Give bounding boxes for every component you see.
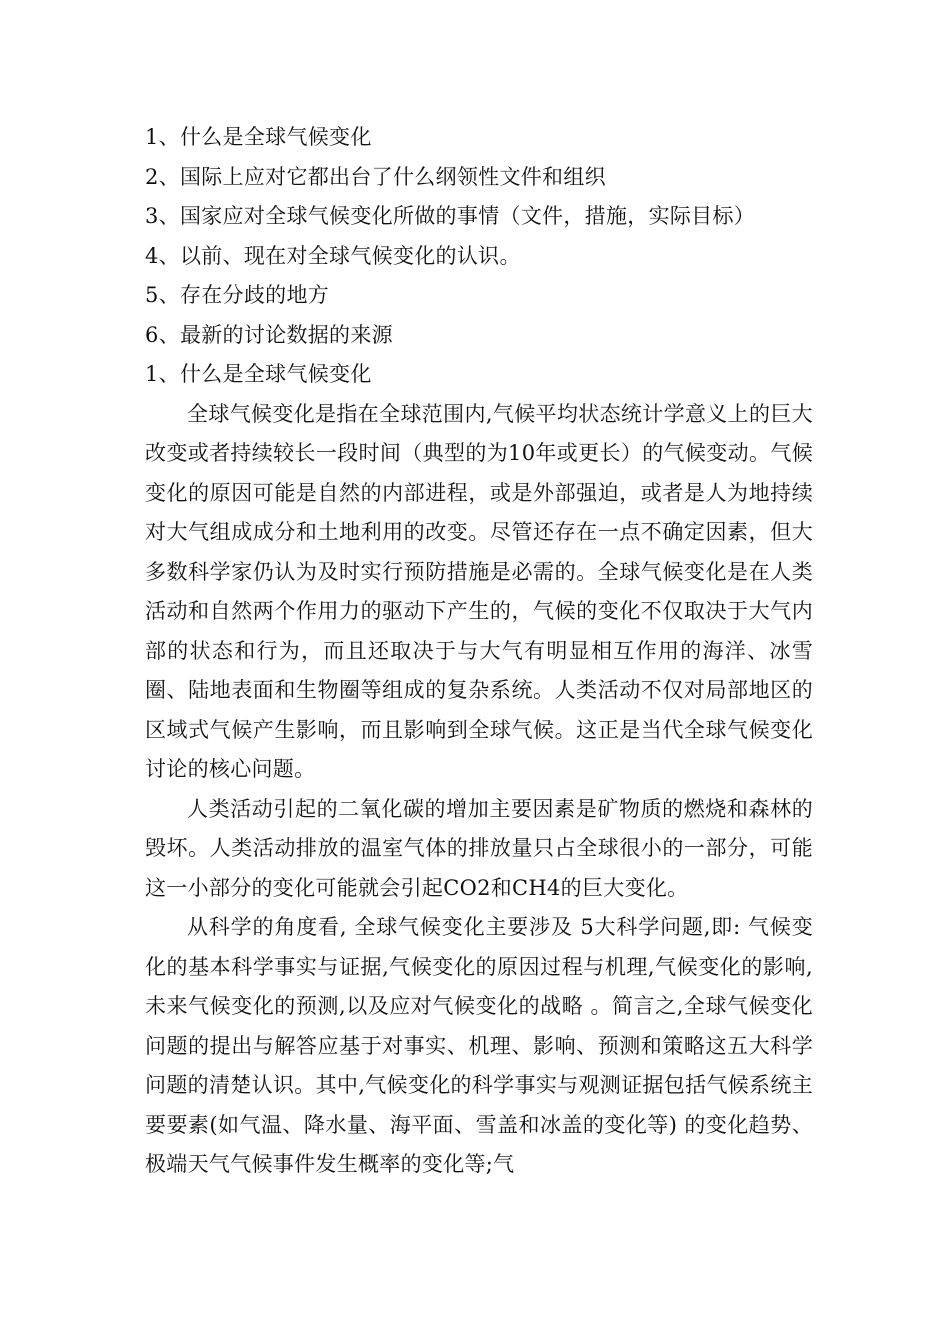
outline-item-4: 4、以前、现在对全球气候变化的认识。	[145, 243, 521, 268]
outline-item-3: 3、国家应对全球气候变化所做的事情（文件，措施，实际目标）	[145, 204, 756, 228]
outline-item-5: 5、存在分歧的地方	[145, 283, 330, 307]
paragraph-science-issues: 从科学的角度看, 全球气候变化主要涉及 5大科学问题,即: 气候变化的基本科学事实与证据,气候变化的原因过程与机理,气候变化的影响,未来气候变化的预测,以及应对气候变化的战略 。简言之,全球气候变化问题的提出与解答应基于对事实、机理、影响、预测和策略这五大科学问题的清楚认识。其中,气候变化的科学事实与观测证据包括气候系统主要要素(如气温、降水量、海平面、雪盖和冰盖的变化等) 的变化趋势、极端天气气候事件发生概率的变化等;气	[145, 915, 813, 1176]
paragraph-human-activity: 人类活动引起的二氧化碳的增加主要因素是矿物质的燃烧和森林的毁坏。人类活动排放的温室气体的排放量只占全球很小的一部分，可能这一小部分的变化可能就会引起CO2和CH4的巨大变化。	[145, 796, 813, 900]
paragraph-definition: 全球气候变化是指在全球范围内,气候平均状态统计学意义上的巨大改变或者持续较长一段时间（典型的为10年或更长）的气候变动。气候变化的原因可能是自然的内部进程，或是外部强迫，或者是人为地持续对大气组成成分和土地利用的改变。尽管还存在一点不确定因素，但大多数科学家仍认为及时实行预防措施是必需的。全球气候变化是在人类活动和自然两个作用力的驱动下产生的，气候的变化不仅取决于大气内部的状态和行为，而且还取决于与大气有明显相互作用的海洋、冰雪圈、陆地表面和生物圈等组成的复杂系统。人类活动不仅对局部地区的区域式气候产生影响，而且影响到全球气候。这正是当代全球气候变化讨论的核心问题。	[145, 401, 813, 781]
outline-item-2: 2、国际上应对它都出台了什么纲领性文件和组织	[145, 164, 606, 189]
outline-item-1: 1、什么是全球气候变化	[145, 125, 372, 149]
document-body	[145, 118, 813, 1185]
section-heading: 1、什么是全球气候变化	[145, 362, 372, 386]
outline-item-6: 6、最新的讨论数据的来源	[145, 322, 393, 347]
